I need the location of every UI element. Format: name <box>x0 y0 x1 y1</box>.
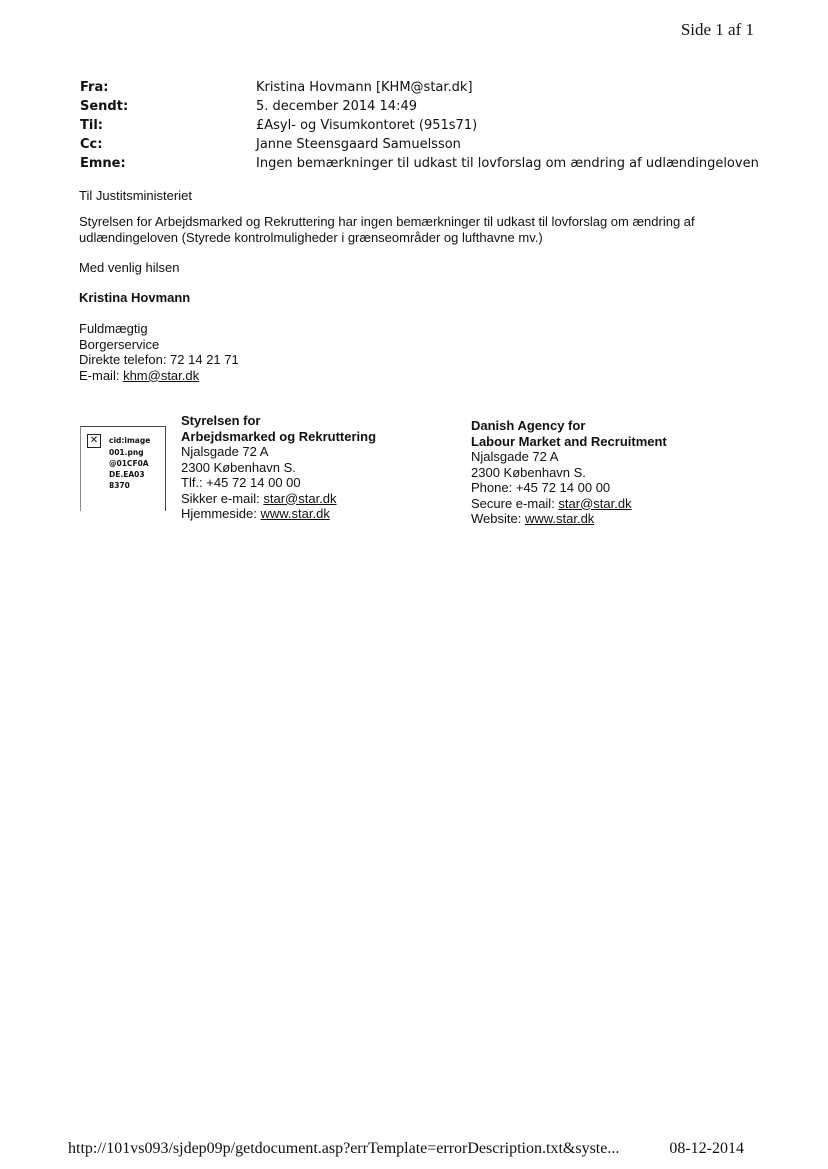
sender-name: Kristina Hovmann <box>79 290 191 305</box>
logo-caption-line: DE.EA03 <box>109 470 145 479</box>
agency-en-email-label: Secure e-mail: <box>471 495 559 511</box>
logo-caption-line: 001.png <box>109 448 144 457</box>
agency-en-city: 2300 København S. <box>471 464 586 480</box>
agency-en-phone: Phone: +45 72 14 00 00 <box>471 480 611 495</box>
agency-en-name-2: Labour Market and Recruitment <box>471 433 667 449</box>
agency-da-street: Njalsgade 72 A <box>181 444 269 459</box>
subject-value: Ingen bemærkninger til udkast til lovforslag om ændring af udlændingeloven <box>256 156 759 171</box>
logo-caption-line: 8370 <box>109 481 130 490</box>
agency-en-web-label: Website: <box>471 511 525 526</box>
salutation: Til Justitsministeriet <box>79 188 192 203</box>
signature-phone: Direkte telefon: 72 14 21 71 <box>79 352 239 367</box>
signature-department: Borgerservice <box>79 336 160 352</box>
agency-en-name-1: Danish Agency for <box>471 418 586 433</box>
agency-da-name-1: Styrelsen for <box>181 413 261 428</box>
cc-label: Cc: <box>80 137 103 152</box>
agency-da-email-line <box>181 491 376 507</box>
message-text: Styrelsen for Arbejdsmarked og Rekruttering har ingen bemærkninger til udkast til lovforslag om ændring af udlændingeloven (Styrede kontrolmuligheder i grænseområder og lufthavne mv.) <box>79 214 695 245</box>
signature-email-line <box>79 368 759 384</box>
agency-da-web-link[interactable]: www.star.dk <box>260 506 330 521</box>
broken-image-placeholder <box>80 426 166 511</box>
agency-en-email-line <box>471 496 667 512</box>
agency-da-email-label: Sikker e-mail: <box>181 490 264 506</box>
email-header <box>80 78 759 173</box>
broken-image-icon: ✕ <box>87 434 101 448</box>
agency-da-web-line <box>181 506 376 522</box>
from-value: Kristina Hovmann [KHM@star.dk] <box>256 80 473 95</box>
header-cc-row <box>80 135 759 154</box>
header-subject-row <box>80 154 759 173</box>
signature-email-link[interactable]: khm@star.dk <box>123 367 200 383</box>
closing: Med venlig hilsen <box>79 260 180 275</box>
sent-label: Sendt: <box>80 99 129 114</box>
agency-da-name-2: Arbejdsmarked og Rekruttering <box>181 428 377 444</box>
header-sent-row <box>80 97 759 116</box>
agency-danish-block <box>181 413 376 522</box>
agency-en-web-line <box>471 511 667 527</box>
signature-title: Fuldmægtig <box>79 321 148 336</box>
header-to-row <box>80 116 759 135</box>
agency-en-web-link[interactable]: www.star.dk <box>524 511 595 526</box>
subject-label: Emne: <box>80 156 126 171</box>
email-body <box>79 188 759 383</box>
to-label: Til: <box>80 118 103 133</box>
footer-date: 08-12-2014 <box>669 1140 744 1157</box>
to-value: £Asyl- og Visumkontoret (951s71) <box>256 118 478 133</box>
cc-value: Janne Steensgaard Samuelsson <box>256 137 461 152</box>
header-from-row <box>80 78 759 97</box>
sent-value: 5. december 2014 14:49 <box>256 99 418 114</box>
agency-da-web-label: Hjemmeside: <box>181 506 261 521</box>
agency-english-block <box>471 418 667 527</box>
agency-en-street: Njalsgade 72 A <box>471 449 559 464</box>
logo-caption-line: @01CF0A <box>109 459 149 468</box>
agency-da-city: 2300 København S. <box>181 459 296 475</box>
from-label: Fra: <box>80 80 109 95</box>
signature-email-label: E-mail: <box>79 367 124 383</box>
page-number: Side 1 af 1 <box>680 20 754 39</box>
agency-da-email-link[interactable]: star@star.dk <box>263 490 337 506</box>
signature <box>79 321 759 383</box>
agency-da-phone: Tlf.: +45 72 14 00 00 <box>181 475 301 490</box>
agency-en-email-link[interactable]: star@star.dk <box>558 495 632 511</box>
logo-caption-line: cid:image <box>109 436 151 445</box>
footer-url: http://101vs093/sjdep09p/getdocument.asp?errTemplate=errorDescription.txt&syste... <box>68 1140 620 1157</box>
